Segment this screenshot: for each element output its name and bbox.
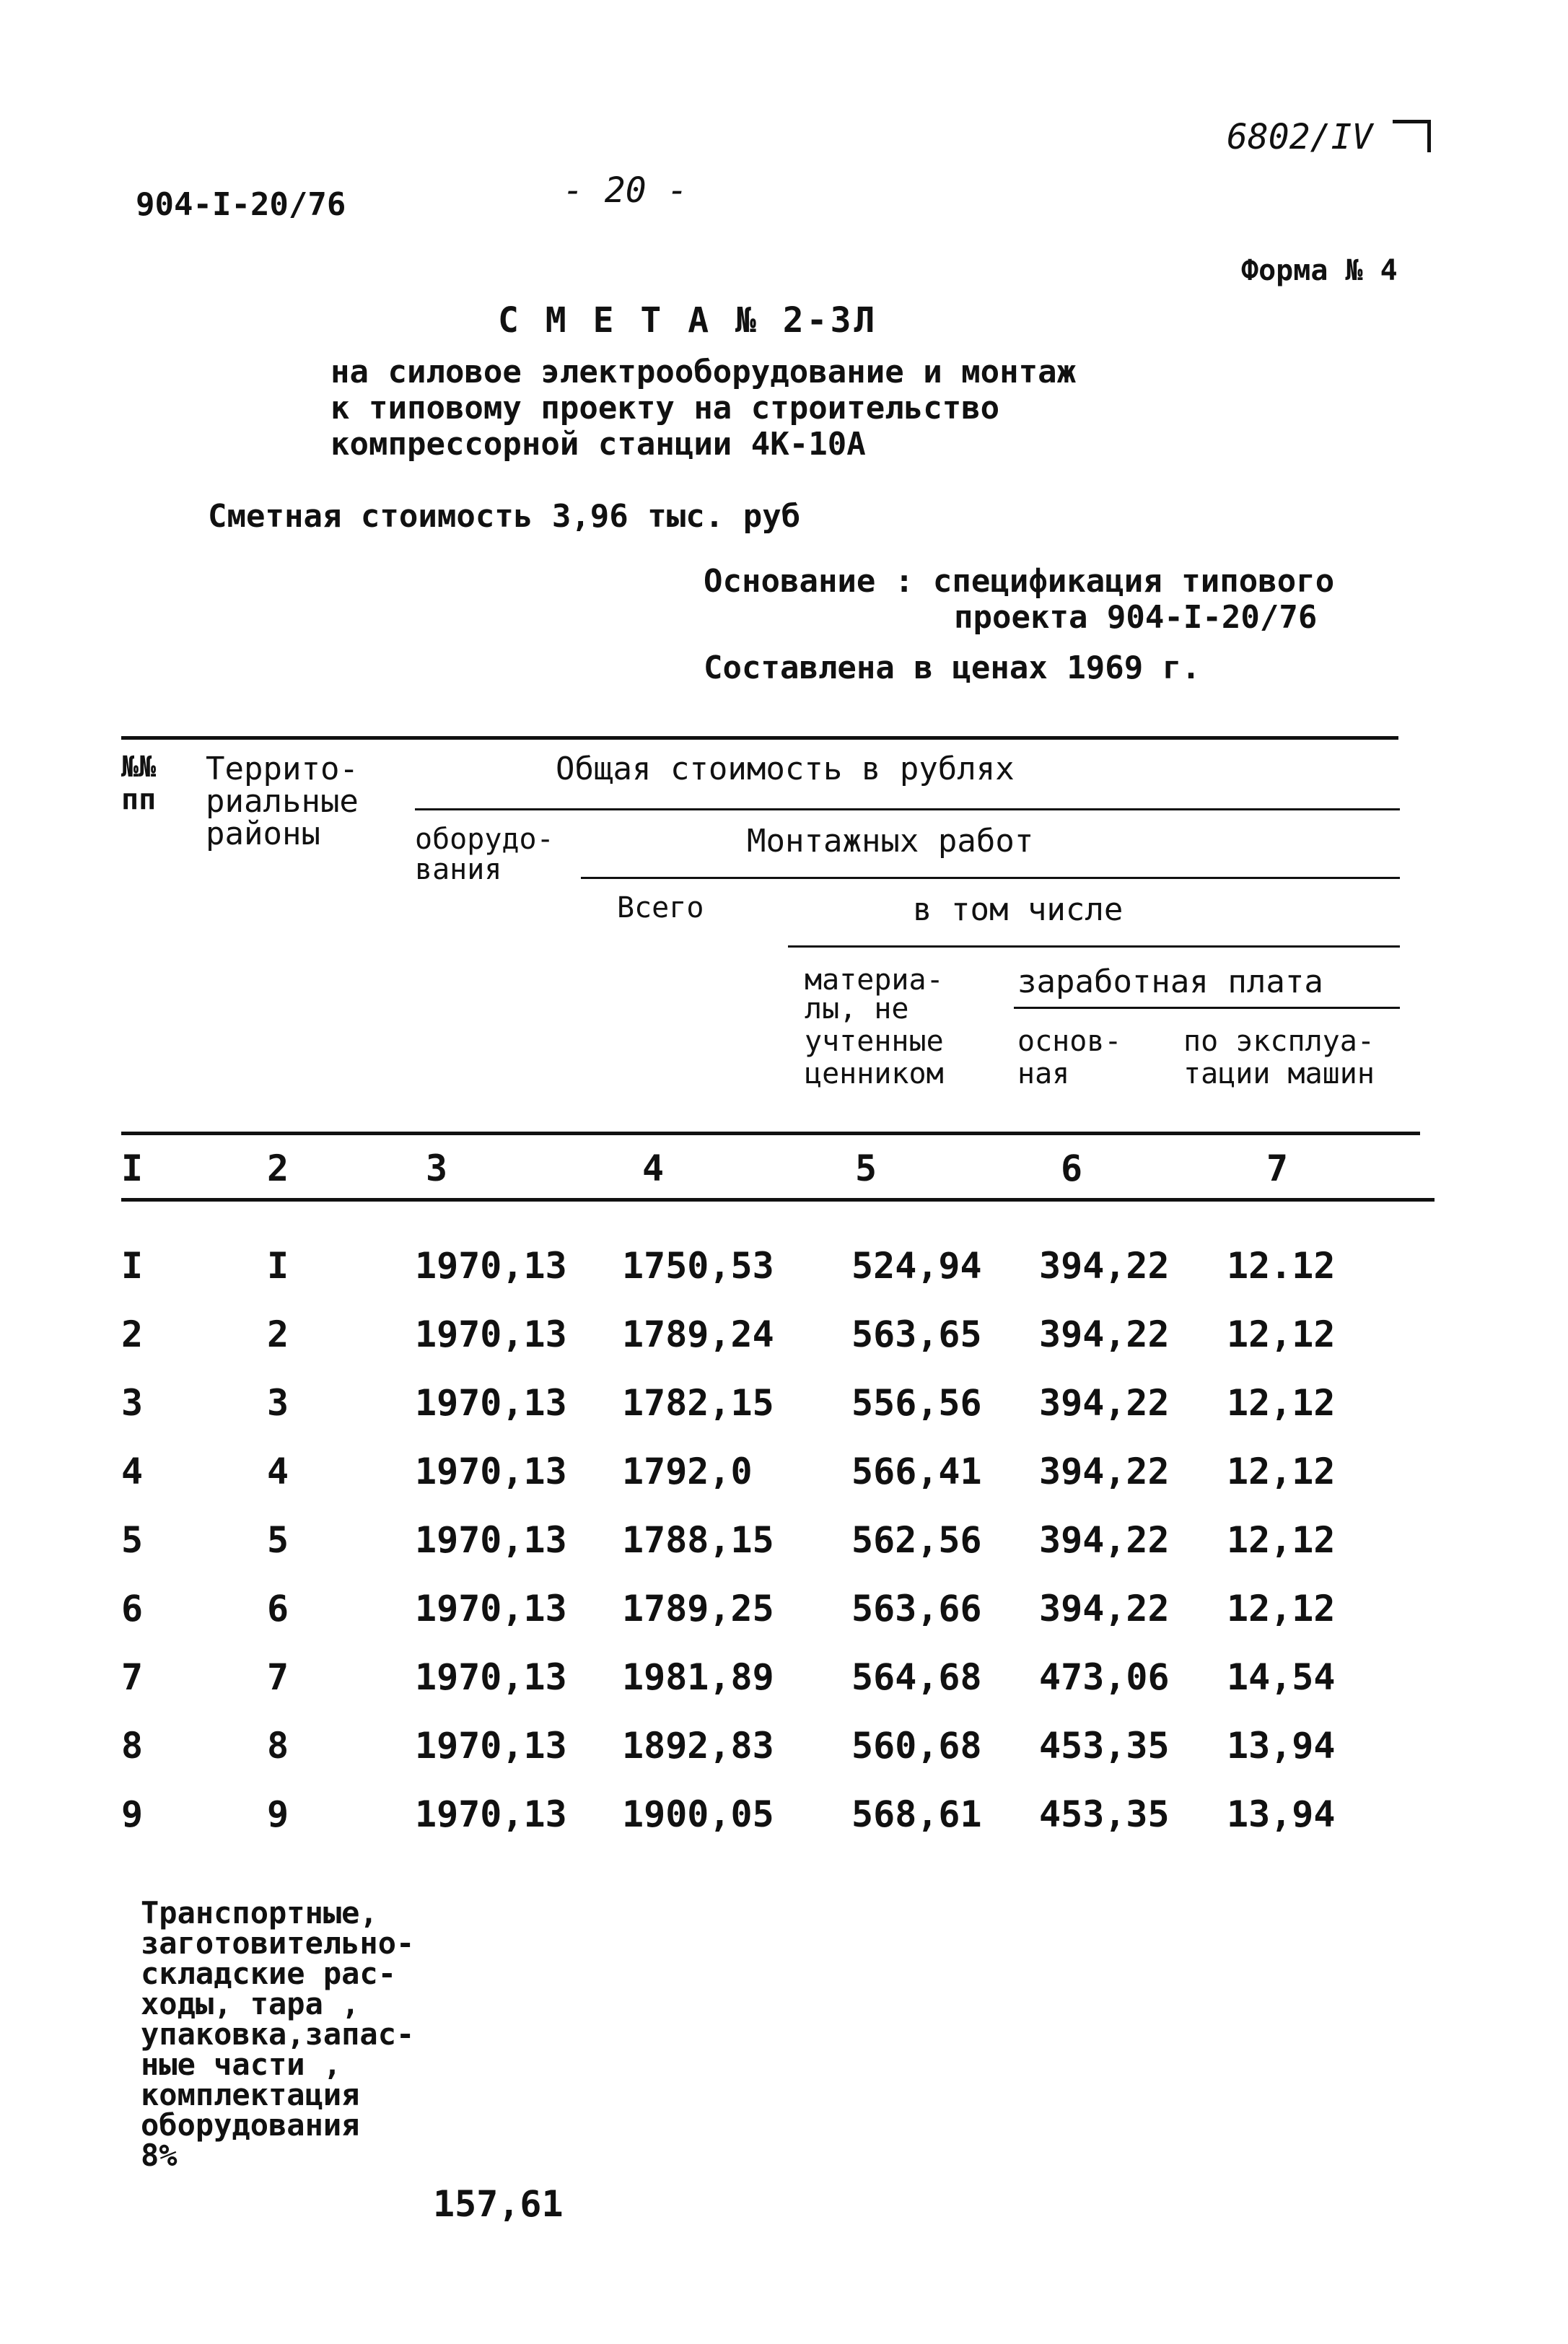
column-number: 6 bbox=[1061, 1147, 1083, 1189]
table-cell: 1892,83 bbox=[622, 1725, 774, 1767]
table-cell: 12,12 bbox=[1227, 1588, 1336, 1630]
column-number: 3 bbox=[426, 1147, 448, 1189]
header-num-line-1: №№ bbox=[121, 751, 157, 784]
table-cell: 1782,15 bbox=[622, 1382, 774, 1424]
table-cell: I bbox=[121, 1245, 144, 1287]
table-cell: 394,22 bbox=[1039, 1588, 1170, 1630]
table-cell: 7 bbox=[267, 1656, 289, 1698]
table-cell: 1970,13 bbox=[415, 1382, 567, 1424]
header-wages-main-line-1: основ- bbox=[1017, 1025, 1122, 1058]
header-wages-machines-line-2: тации машин bbox=[1183, 1057, 1375, 1090]
table-cell: 12,12 bbox=[1227, 1451, 1336, 1492]
column-number: 5 bbox=[855, 1147, 877, 1189]
note-line: ходы, тара , bbox=[141, 1986, 360, 2021]
header-materials-line-4: ценником bbox=[805, 1057, 944, 1090]
column-number: I bbox=[121, 1147, 144, 1189]
basis-line-1: Основание : спецификация типового bbox=[704, 563, 1335, 600]
table-cell: 3 bbox=[121, 1382, 144, 1424]
table-cell: 12,12 bbox=[1227, 1313, 1336, 1355]
table-cell: 1970,13 bbox=[415, 1313, 567, 1355]
table-cell: 12.12 bbox=[1227, 1245, 1336, 1287]
title-line-2: к типовому проекту на строительство bbox=[330, 390, 1000, 427]
estimate-heading: С М Е Т А № 2-ЗЛ bbox=[498, 300, 878, 341]
header-rule-including bbox=[788, 945, 1400, 948]
table-cell: 6 bbox=[267, 1588, 289, 1630]
table-cell: 13,94 bbox=[1227, 1725, 1336, 1767]
column-number: 2 bbox=[267, 1147, 289, 1189]
table-cell: 5 bbox=[121, 1519, 144, 1561]
table-cell: 1788,15 bbox=[622, 1519, 774, 1561]
table-cell: 4 bbox=[267, 1451, 289, 1492]
table-cell: 8 bbox=[267, 1725, 289, 1767]
table-cell: 394,22 bbox=[1039, 1519, 1170, 1561]
estimated-cost: Сметная стоимость 3,96 тыс. руб bbox=[208, 498, 801, 535]
column-number: 7 bbox=[1266, 1147, 1289, 1189]
archive-number: 6802/IV bbox=[1227, 117, 1373, 157]
table-top-rule bbox=[121, 736, 1398, 740]
table-cell: 1970,13 bbox=[415, 1588, 567, 1630]
header-materials-line-3: учтенные bbox=[805, 1025, 944, 1058]
table-cell: 524,94 bbox=[851, 1245, 982, 1287]
header-materials-line-2: лы, не bbox=[805, 992, 909, 1026]
header-rule-install bbox=[581, 877, 1400, 879]
column-numbers-rule bbox=[121, 1198, 1435, 1202]
table-cell: 5 bbox=[267, 1519, 289, 1561]
table-cell: 12,12 bbox=[1227, 1519, 1336, 1561]
table-cell: 563,65 bbox=[851, 1313, 982, 1355]
header-rule-wages bbox=[1014, 1007, 1400, 1009]
header-materials-line-1: материа- bbox=[805, 963, 944, 997]
header-wages-main-line-2: ная bbox=[1017, 1057, 1070, 1090]
transport-note-value: 157,61 bbox=[433, 2183, 564, 2225]
table-cell: 1970,13 bbox=[415, 1793, 567, 1835]
note-line: складские рас- bbox=[141, 1956, 397, 1991]
table-cell: 568,61 bbox=[851, 1793, 982, 1835]
table-cell: 1900,05 bbox=[622, 1793, 774, 1835]
title-line-3: компрессорной станции 4К-10А bbox=[330, 426, 866, 463]
table-cell: 1970,13 bbox=[415, 1451, 567, 1492]
table-cell: 1789,24 bbox=[622, 1313, 774, 1355]
table-cell: 1981,89 bbox=[622, 1656, 774, 1698]
note-line: упаковка,запас- bbox=[141, 2016, 415, 2052]
table-cell: 8 bbox=[121, 1725, 144, 1767]
note-line: комплектация bbox=[141, 2077, 360, 2112]
table-cell: 556,56 bbox=[851, 1382, 982, 1424]
header-including: в том числе bbox=[913, 891, 1124, 928]
table-cell: 453,35 bbox=[1039, 1793, 1170, 1835]
table-cell: 394,22 bbox=[1039, 1451, 1170, 1492]
table-cell: 562,56 bbox=[851, 1519, 982, 1561]
prices-year: Составлена в ценах 1969 г. bbox=[704, 650, 1201, 686]
basis-line-2: проекта 904-I-20/76 bbox=[954, 599, 1318, 636]
header-rule-total-cost bbox=[415, 808, 1400, 810]
table-cell: 6 bbox=[121, 1588, 144, 1630]
page-number: - 20 - bbox=[563, 170, 688, 211]
table-cell: 3 bbox=[267, 1382, 289, 1424]
header-region-line-3: районы bbox=[206, 815, 320, 852]
table-cell: 394,22 bbox=[1039, 1313, 1170, 1355]
table-cell: 564,68 bbox=[851, 1656, 982, 1698]
corner-mark bbox=[1393, 120, 1431, 152]
header-total-cost: Общая стоимость в рублях bbox=[556, 751, 1015, 787]
table-cell: 394,22 bbox=[1039, 1382, 1170, 1424]
title-line-1: на силовое электрооборудование и монтаж bbox=[330, 354, 1077, 390]
table-cell: 1970,13 bbox=[415, 1245, 567, 1287]
table-cell: 12,12 bbox=[1227, 1382, 1336, 1424]
table-cell: 2 bbox=[267, 1313, 289, 1355]
table-cell: 9 bbox=[267, 1793, 289, 1835]
header-region-line-1: Террито- bbox=[206, 751, 359, 787]
header-wages: заработная плата bbox=[1017, 963, 1323, 1000]
note-line: заготовительно- bbox=[141, 1925, 415, 1961]
table-cell: 1970,13 bbox=[415, 1656, 567, 1698]
note-line: Транспортные, bbox=[141, 1895, 378, 1930]
table-cell: 7 bbox=[121, 1656, 144, 1698]
header-total: Всего bbox=[617, 891, 704, 924]
table-cell: 4 bbox=[121, 1451, 144, 1492]
table-cell: 14,54 bbox=[1227, 1656, 1336, 1698]
table-cell: 566,41 bbox=[851, 1451, 982, 1492]
transport-note bbox=[141, 1895, 415, 2173]
table-cell: 394,22 bbox=[1039, 1245, 1170, 1287]
note-line: 8% bbox=[141, 2138, 178, 2173]
table-cell: I bbox=[267, 1245, 289, 1287]
table-cell: 473,06 bbox=[1039, 1656, 1170, 1698]
column-number: 4 bbox=[642, 1147, 665, 1189]
header-install-works: Монтажных работ bbox=[747, 823, 1034, 860]
table-cell: 13,94 bbox=[1227, 1793, 1336, 1835]
table-cell: 9 bbox=[121, 1793, 144, 1835]
header-wages-machines-line-1: по эксплуа- bbox=[1183, 1025, 1375, 1058]
table-cell: 2 bbox=[121, 1313, 144, 1355]
table-cell: 1792,0 bbox=[622, 1451, 753, 1492]
table-cell: 1970,13 bbox=[415, 1725, 567, 1767]
note-line: оборудования bbox=[141, 2107, 360, 2143]
header-bottom-rule bbox=[121, 1132, 1420, 1135]
table-cell: 1970,13 bbox=[415, 1519, 567, 1561]
header-num-line-2: пп bbox=[121, 783, 157, 816]
document-code: 904-I-20/76 bbox=[136, 186, 346, 223]
header-equipment-line-1: оборудо- bbox=[415, 823, 554, 856]
header-equipment-line-2: вания bbox=[415, 853, 502, 886]
header-region-line-2: риальные bbox=[206, 783, 359, 820]
table-cell: 560,68 bbox=[851, 1725, 982, 1767]
form-label: Форма № 4 bbox=[1241, 254, 1398, 287]
table-cell: 1750,53 bbox=[622, 1245, 774, 1287]
table-cell: 1789,25 bbox=[622, 1588, 774, 1630]
note-line: ные части , bbox=[141, 2047, 342, 2082]
table-cell: 563,66 bbox=[851, 1588, 982, 1630]
table-cell: 453,35 bbox=[1039, 1725, 1170, 1767]
